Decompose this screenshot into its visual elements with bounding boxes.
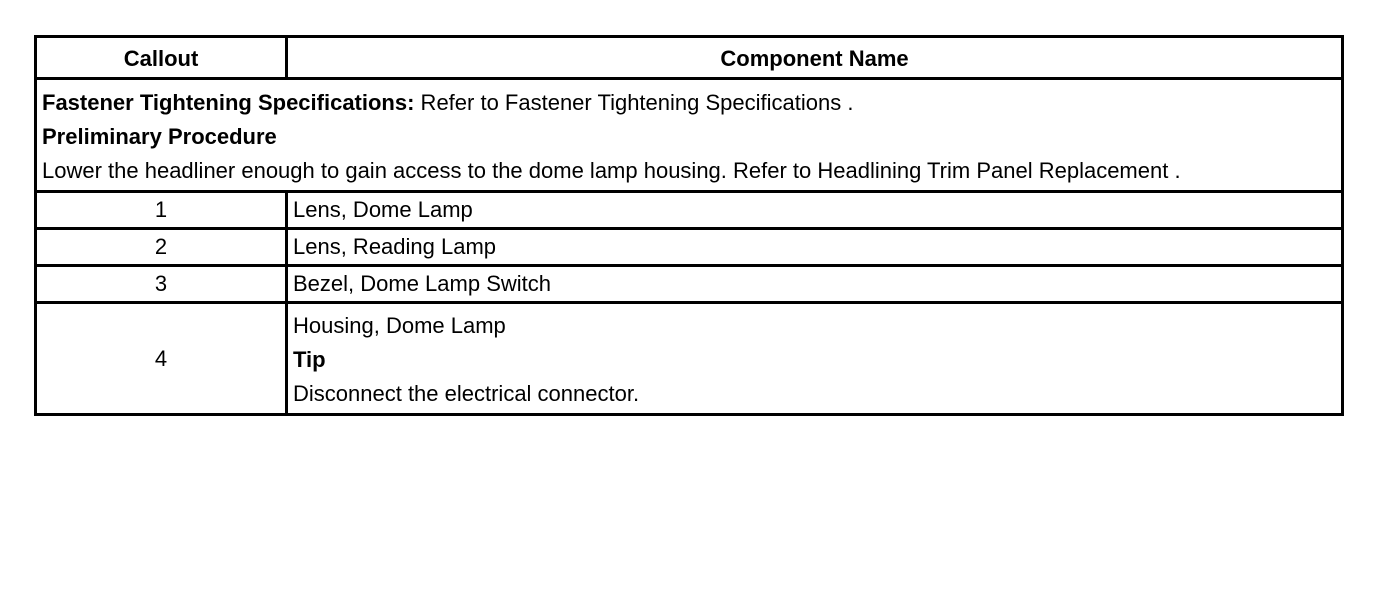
tip-heading: Tip [293,347,326,372]
header-callout: Callout [36,37,287,79]
preliminary-procedure-text: Lower the headliner enough to gain access to the dome lamp housing. Refer to Headlining Trim Panel Replacement . [42,158,1181,183]
table-row [36,192,1343,229]
table-row [36,229,1343,266]
table-row [36,303,1343,415]
callout-cell: 2 [36,229,287,266]
component-name: Housing, Dome Lamp [293,313,506,338]
component-name-cell: Lens, Dome Lamp [287,192,1343,229]
callout-cell: 4 [36,303,287,415]
table-row [36,266,1343,303]
fastener-spec-line [42,86,1336,120]
intro-cell [36,79,1343,192]
fastener-spec-label: Fastener Tightening Specifications: [42,90,415,115]
component-table [34,35,1344,416]
callout-cell: 1 [36,192,287,229]
component-name-cell: Bezel, Dome Lamp Switch [287,266,1343,303]
callout-cell: 3 [36,266,287,303]
component-name-cell [287,303,1343,415]
fastener-spec-text: Refer to Fastener Tightening Specifications . [414,90,854,115]
header-component-name: Component Name [287,37,1343,79]
tip-text: Disconnect the electrical connector. [293,381,640,406]
header-row [36,37,1343,79]
preliminary-procedure-heading: Preliminary Procedure [42,124,277,149]
intro-row [36,79,1343,192]
component-name-cell: Lens, Reading Lamp [287,229,1343,266]
